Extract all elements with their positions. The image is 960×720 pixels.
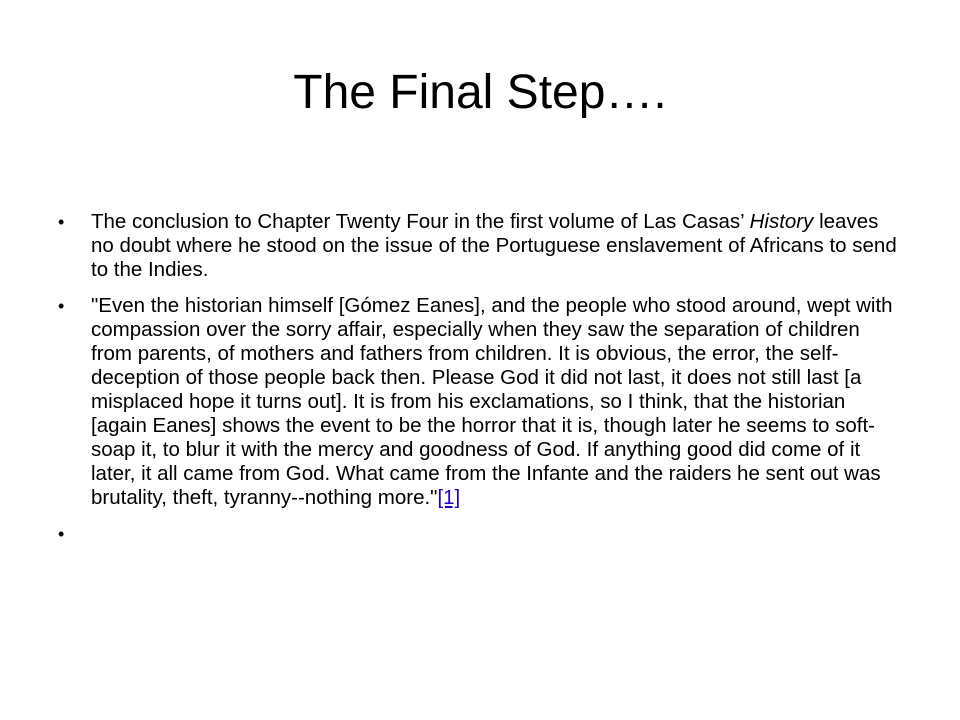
bullet-text-1 bbox=[91, 210, 898, 282]
footnote-link[interactable]: [1] bbox=[437, 486, 461, 509]
bullet-list bbox=[58, 210, 898, 558]
bullet-item-3 bbox=[58, 522, 898, 546]
bullet-1-text-before: The conclusion to Chapter Twenty Four in the first volume of Las Casas’ bbox=[91, 210, 750, 233]
bullet-item-1 bbox=[58, 210, 898, 282]
bullet-dot-icon: • bbox=[58, 524, 65, 544]
bullet-dot-icon: • bbox=[58, 296, 65, 316]
bullet-text-3 bbox=[91, 522, 898, 546]
bullet-1-text-after: leaves no doubt where he stood on the issue of the Portuguese enslavement of Africans to send to the Indies. bbox=[91, 210, 897, 281]
bullet-item-2 bbox=[58, 294, 898, 510]
bullet-1-italic-title: History bbox=[749, 210, 814, 233]
bullet-text-2 bbox=[91, 294, 898, 510]
bullet-2-quote: "Even the historian himself [Gómez Eanes], and the people who stood around, wept with compassion over the sorry affair, especially when they saw the separation of children from parents, of mothers and fathers from children. It is obvious, the error, the self-deception of those people back then. Please God it did not last, it does not still last [a misplaced hope it turns out]. It is from his exclamations, so I think, that the historian [again Eanes] shows the event to be the horror that it is, though later he seems to soft-soap it, to blur it with the mercy and goodness of God. If anything good did come of it later, it all came from God. What came from the Infante and the raiders he sent out was brutality, theft, tyranny--nothing more." bbox=[91, 294, 893, 509]
bullet-dot-icon: • bbox=[58, 212, 65, 232]
slide-title: The Final Step…. bbox=[293, 66, 667, 119]
